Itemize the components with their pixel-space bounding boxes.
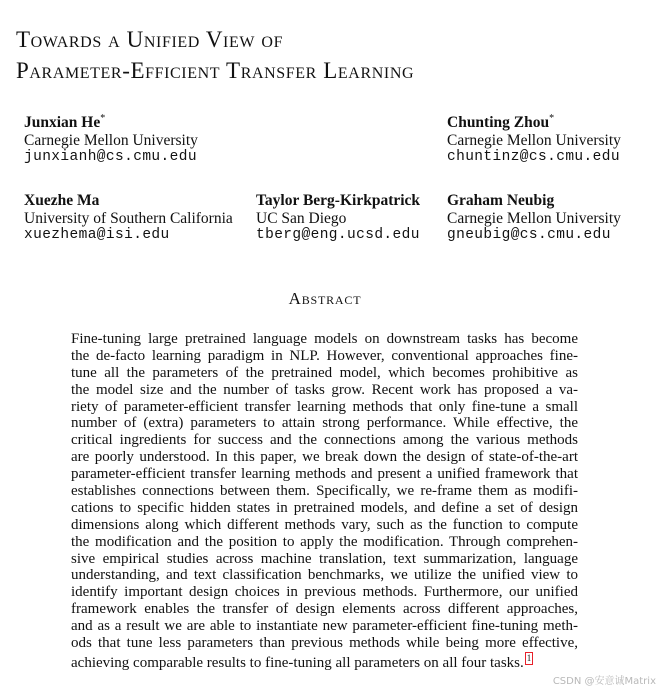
author-email: xuezhema@isi.edu xyxy=(24,227,170,243)
author-affiliation: Carnegie Mellon University xyxy=(24,131,198,149)
abstract-line-text: achieving comparable results to fine-tuning all parameters on all four tasks. xyxy=(71,654,524,671)
paper-title xyxy=(16,24,414,86)
equal-contribution-mark: * xyxy=(549,112,555,124)
author-name: Xuezhe Ma xyxy=(24,192,100,209)
author-block xyxy=(447,192,621,245)
author-affiliation: UC San Diego xyxy=(256,209,347,227)
abstract-line: are poorly understood. In this paper, we break down the design of state-of-the-art xyxy=(71,449,578,466)
abstract-line: establishes connections between them. Specifically, we re-frame them as modifi- xyxy=(71,483,578,500)
abstract-line: the model size and the number of tasks grow. Recent work has proposed a va- xyxy=(71,381,578,398)
author-affiliation: Carnegie Mellon University xyxy=(447,131,621,149)
abstract-line: Fine-tuning large pretrained language models on downstream tasks has become xyxy=(71,331,578,347)
abstract-line: framework enables the transfer of design elements across different approaches, xyxy=(71,601,578,618)
author-affiliation: University of Southern California xyxy=(24,209,233,227)
title-line-2: Parameter-Efficient Transfer Learning xyxy=(16,58,415,83)
author-block xyxy=(24,192,233,245)
author-email: tberg@eng.ucsd.edu xyxy=(256,227,420,243)
abstract-line: identify important design choices in previous methods. Furthermore, our unified xyxy=(71,584,578,601)
abstract-line: number of (extra) parameters to attain strong performance. While effective, the xyxy=(71,415,578,432)
abstract-line: the de-facto learning paradigm in NLP. However, conventional approaches fine- xyxy=(71,347,578,364)
abstract-line: cations to specific hidden states in pretrained models, and define a set of design xyxy=(71,499,578,516)
author-name: Chunting Zhou* xyxy=(447,112,555,131)
abstract-line: sive empirical studies across machine translation, text summarization, language xyxy=(71,550,578,567)
author-email: gneubig@cs.cmu.edu xyxy=(447,227,611,243)
abstract-line: and as a result we are able to instantiate new parameter-efficient fine-tuning meth- xyxy=(71,618,578,635)
abstract-heading: Abstract xyxy=(288,289,362,308)
abstract-line: parameter-efficient transfer learning methods and present a unified framework that xyxy=(71,466,578,483)
author-block xyxy=(256,192,420,245)
author-block xyxy=(447,114,621,167)
abstract-line: tune all the parameters of the pretrained model, which becomes prohibitive as xyxy=(71,364,578,381)
author-email: chuntinz@cs.cmu.edu xyxy=(447,149,620,165)
title-line-1: Towards a Unified View of xyxy=(16,27,284,52)
abstract-line: riety of parameter-efficient transfer learning methods that only fine-tune a small xyxy=(71,398,578,415)
abstract-line: understanding, and text classification benchmarks, we utilize the unified view to xyxy=(71,567,578,584)
abstract-body xyxy=(71,331,578,669)
abstract-line: ods that tune less parameters than previous methods while being more effective, xyxy=(71,635,578,652)
author-affiliation: Carnegie Mellon University xyxy=(447,209,621,227)
equal-contribution-mark: * xyxy=(100,112,106,124)
abstract-line-last xyxy=(71,652,578,669)
abstract-line: the modification and the position to apply the modification. Through comprehen- xyxy=(71,533,578,550)
abstract-line: dimensions along which different methods vary, such as the function to compute xyxy=(71,516,578,533)
footnote-link[interactable]: 1 xyxy=(526,652,532,663)
author-name: Junxian He* xyxy=(24,112,106,131)
author-email: junxianh@cs.cmu.edu xyxy=(24,149,197,165)
author-block xyxy=(24,114,198,167)
abstract-line: critical ingredients for success and the connections among the various methods xyxy=(71,432,578,449)
author-name: Taylor Berg-Kirkpatrick xyxy=(256,192,421,209)
watermark: CSDN @安意诚Matrix xyxy=(552,676,656,687)
author-name: Graham Neubig xyxy=(447,192,555,209)
